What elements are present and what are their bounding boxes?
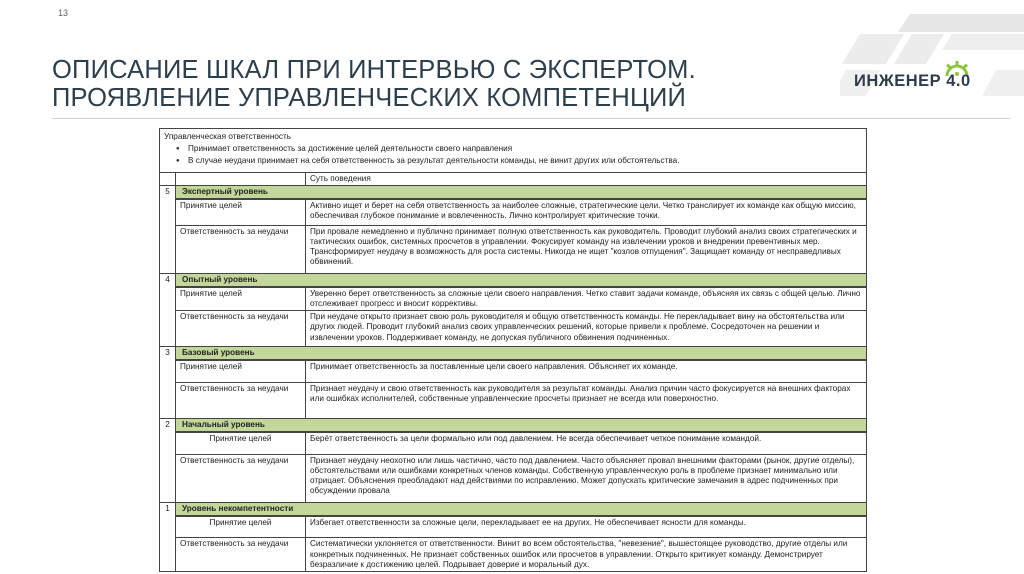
row-behavior-text: Избегает ответственности за сложные цели, перекладывает ее на других. Не обеспечивает ясности для команды. (306, 516, 867, 538)
table-row (160, 516, 867, 538)
row-behavior-text: Принимает ответственность за поставленные цели своего направления. Объясняет их команде. (306, 360, 867, 382)
table-row (160, 538, 867, 572)
row-label: Ответственность за неудачи (176, 225, 306, 273)
row-label: Принятие целей (176, 516, 306, 538)
level-number: 3 (160, 347, 176, 419)
level-header-row (160, 418, 867, 432)
level-name: Начальный уровень (176, 418, 867, 432)
row-label: Ответственность за неудачи (176, 311, 306, 347)
title-divider (52, 118, 1010, 119)
level-name: Базовый уровень (176, 347, 867, 361)
competency-description-row (160, 129, 867, 173)
row-behavior-text: Признает неудачу неохотно или лишь частично, часто под давлением. Часто объясняет провал внешними факторами (рынок, другие отделы), обстоятельствами или ошибками конкретных членов команды. Собственную управленческую роль в проблеме признает минимально или отрицает. Объяснения преобладают над действиями по исправлению. Может допускать критические замечания в адрес подчиненных при обсуждении провала (306, 454, 867, 502)
level-name: Уровень некомпетентности (176, 502, 867, 516)
table-row (160, 199, 867, 225)
decorative-stripes (840, 0, 1024, 112)
competency-bullet: ● Принимает ответственность за достижение целей деятельности своего направления (164, 144, 862, 154)
row-behavior-text: Признает неудачу и свою ответственность как руководителя за результат команды. Анализ причин часто фокусируется на внешних факторах или ошибках исполнителей, собственные управленческие просчеты признает не всегда или поверхностно. (306, 382, 867, 418)
row-label: Принятие целей (176, 432, 306, 454)
page-title (52, 56, 752, 112)
table-row (160, 287, 867, 311)
competency-aspect-header (176, 172, 306, 185)
row-label: Ответственность за неудачи (176, 382, 306, 418)
level-name: Опытный уровень (176, 273, 867, 287)
level-number: 5 (160, 185, 176, 273)
level-header-row (160, 185, 867, 199)
level-name: Экспертный уровень (176, 185, 867, 199)
table-row (160, 225, 867, 273)
level-header-row (160, 347, 867, 361)
level-header-row (160, 502, 867, 516)
row-label: Принятие целей (176, 360, 306, 382)
row-behavior-text: Берёт ответственность за цели формально или под давлением. Не всегда обеспечивает четкое понимание командой. (306, 432, 867, 454)
level-number: 2 (160, 418, 176, 502)
table-row (160, 360, 867, 382)
behavior-header: Суть поведения (306, 172, 867, 185)
brand-logo-text: ИНЖЕНЕР 4.0 (854, 72, 971, 90)
row-behavior-text: При провале немедленно и публично принимает полную ответственность как руководитель. Проводит глубокий анализ своих стратегических и тактических ошибок, системных просчетов в управлении. Фокусирует команду на извлечении уроков и внедрении превентивных мер. Трансформирует неудачу в возможность для роста системы. Никогда не ищет "козлов отпущения". Защищает команду от несправедливых обвинений. (306, 225, 867, 273)
table-row (160, 454, 867, 502)
level-header-row (160, 273, 867, 287)
row-label: Принятие целей (176, 287, 306, 311)
level-number: 1 (160, 502, 176, 572)
level-number: 4 (160, 273, 176, 347)
row-behavior-text: Систематически уклоняется от ответственности. Винит во всем обстоятельства, "невезение", вышестоящее руководство, другие отделы или конкретных подчиненных. Не признает собственных ошибок или просчетов в управлении. Открыто критикует команду. Демонстрирует безразличие к достижению целей. Подрывает доверие и моральный дух. (306, 538, 867, 572)
level-number-header (160, 172, 176, 185)
competency-title: Управленческая ответственность (164, 132, 292, 141)
row-behavior-text: Уверенно берет ответственность за сложные цели своего направления. Четко ставит задачи команде, объясняя их связь с общей целью. Лично отслеживает прогресс и вносит коррективы. (306, 287, 867, 311)
row-behavior-text: Активно ищет и берет на себя ответственность за наиболее сложные, стратегические цели. Четко транслирует их команде как общую миссию, обеспечивая глубокое понимание и вовлеченность. Лично контролирует критические точки. (306, 199, 867, 225)
competency-scale-table (159, 128, 867, 572)
row-label: Ответственность за неудачи (176, 538, 306, 572)
table-row (160, 311, 867, 347)
table-row (160, 382, 867, 418)
competency-description-cell (160, 129, 867, 173)
slide-number: 13 (58, 8, 69, 18)
page-title-line-1: ОПИСАНИЕ ШКАЛ ПРИ ИНТЕРВЬЮ С ЭКСПЕРТОМ. (52, 56, 696, 84)
row-label: Принятие целей (176, 199, 306, 225)
row-label: Ответственность за неудачи (176, 454, 306, 502)
competency-bullet: ● В случае неудачи принимает на себя ответственность за результат деятельности команды, не винит других или обстоятельства. (164, 156, 862, 166)
table-row (160, 432, 867, 454)
row-behavior-text: При неудаче открыто признает свою роль руководителя и общую ответственность команды. Не перекладывает вину на обстоятельства или других людей. Проводит глубокий анализ своих управленческих решений, которые привели к проблеме. Сосредоточен на решении и извлечении уроков. Поддерживает команду, не допуская публичного обвинения подчиненных. (306, 311, 867, 347)
page-title-line-2: ПРОЯВЛЕНИЕ УПРАВЛЕНЧЕСКИХ КОМПЕТЕНЦИЙ (52, 84, 687, 112)
table-header-row (160, 172, 867, 185)
